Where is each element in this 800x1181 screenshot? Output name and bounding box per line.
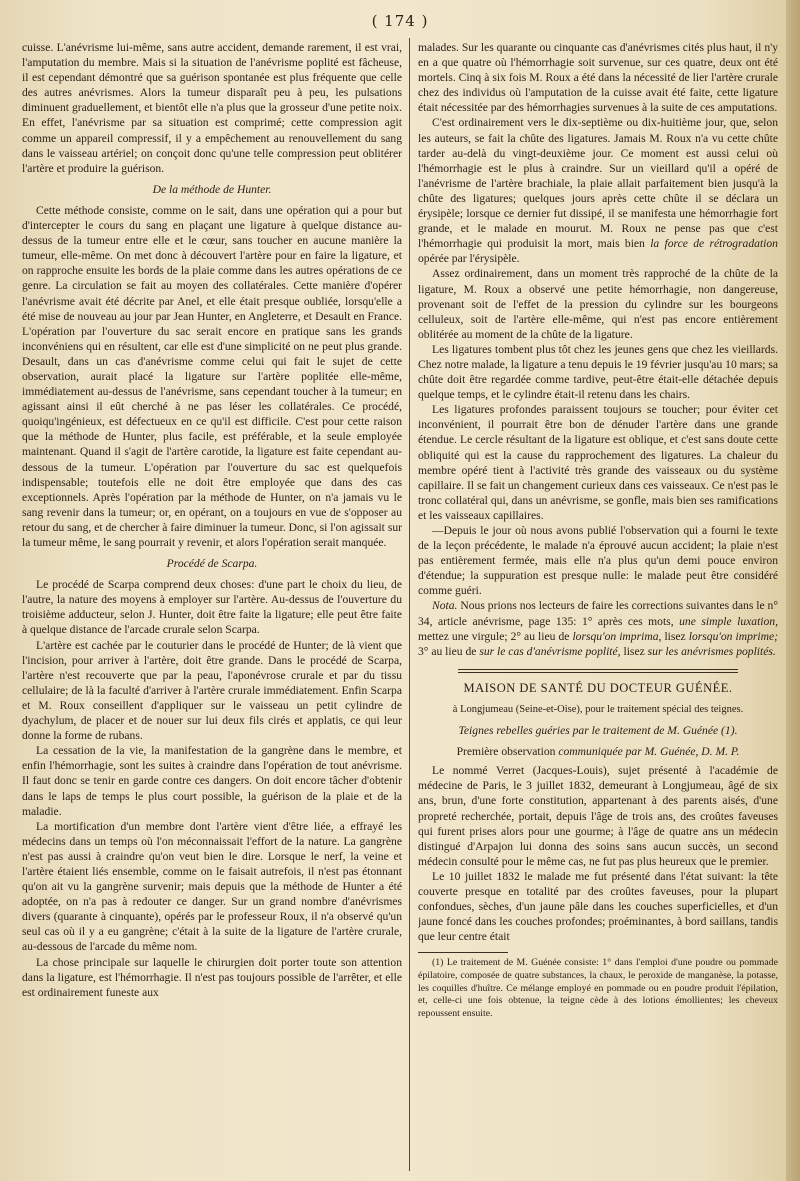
text: lisez <box>623 644 645 658</box>
maison-subtitle: à Longjumeau (Seine-et-Oise), pour le traitement spécial des teignes. <box>452 703 744 715</box>
paragraph: Le 10 juillet 1832 le malade me fut présenté dans l'état suivant: la tête couverte presque en totalité par des croûtes faveuses, pour la plupart confondues, sèches, d'un jaune pâle dans les couches superficielles, et d'un jaune foncé dans les couches profondes; proéminantes, à bord saillans, tandis que leur centre était <box>418 869 778 944</box>
paragraph: malades. Sur les quarante ou cinquante cas d'anévrismes cités plus haut, il n'y en a que quatre où l'hémorrhagie soit survenue, sur ces quatre, deux ont été mortels. Cinq à six fois M. Roux a été dans la nécessité de lier l'artère crurale chez des individus où l'amputation de la cuisse avait été faite, cette ligature était nécessitée par des hémorrhagies survenues à la suite de ces amputations. <box>418 41 778 115</box>
page-number: ( 174 ) <box>371 12 429 30</box>
paragraph: La chose principale sur laquelle le chirurgien doit porter toute son attention dans la ligature, est l'hémorrhagie. Il n'est pas toujours possible de l'arrêter, et elle est ordinairement funeste aux <box>22 955 402 999</box>
emphasis: communiquée par M. Guénée, D. M. P. <box>558 745 740 759</box>
paragraph: Cette méthode consiste, comme on le sait, dans une opération qui a pour but d'intercepter le cours du sang en plaçant une ligature à quelque distance au-dessus de la tumeur entre elle et le cœur, sans toucher en aucune manière la tumeur, elle-même. On met donc à découvert l'artère pour en faire la ligature, et on rapproche ensuite les bords de la plaie comme dans les autres opérations de ce genre. La circulation se fait au moyen des collatérales. Cette manière d'opérer l'anévrisme avait été décrite par Anel, et elle était presque oubliée, lorsqu'elle a été mise de nouveau au jour par Jean Hunter, en Angleterre, et Desault en France. L'opération par l'ouverture du sac serait encore en pratique sans les grands inconvéniens qui en résultent, car elle est d'une simplicité on ne peut plus grande. Desault, dans un cas d'anévrisme comme celui qui fait le sujet de cette observation, aurait placé la ligature sur l'artère poplitée elle-même, immédiatement au-dessus de l'anévrisme, sans cependant toucher à la tumeur; en agissant ainsi il eût cherché à ne pas léser les collatérales. Ce procédé, quoiqu'ingénieux, est défectueux en ce qu'il est difficile. C'est pour cette raison que la méthode de Hunter, plus facile, est préférable, et la seule employée maintenant. Quand il s'agit de l'artère carotide, la ligature est faite cependant au-dessous de la tumeur. L'opération par l'ouverture du sac est quelquefois indispensable; toutefois elle ne doit être employée que dans des cas exceptionnels. Après l'opération par la méthode de Hunter, on n'a jamais vu le sang revenir dans la tumeur; or, en opérant, on a toujours en vue de s'opposer au retour du sang, et de chercher à faire diminuer la tumeur. Donc, si l'on agissait sur la tumeur même, le sang pourrait y revenir, et alors l'opération serait manquée. <box>22 203 402 549</box>
paragraph <box>418 115 778 266</box>
paragraph: Les ligatures tombent plus tôt chez les jeunes gens que chez les vieillards. Chez notre malade, la ligature a tenu depuis le 19 février jusqu'au 10 mars; sa chûte doit être regardée comme tardive, peut-être était-elle détachée depuis quelque temps, et le cylindre était-il retenu dans les chairs. <box>418 342 778 402</box>
paragraph: Le procédé de Scarpa comprend deux choses: d'une part le choix du lieu, de l'autre, la nature des moyens à employer sur l'artère. Au-dessus de l'ouverture du troisième adducteur, selon J. Hunter, doit être faite la ligature; elle peut être faite à quelque distance de l'arcade crurale selon Scarpa. <box>22 578 402 637</box>
teignes-title <box>418 723 778 738</box>
paragraph: Les ligatures profondes paraissent toujours se toucher; pour éviter cet inconvénient, il pourrait être bon de dénuder l'artère dans une grande étendue. Le cercle résultant de la ligature est oblique, et c'est sans doute cette obliquité qui est la cause du rapprochement des ligatures. La chaleur du membre opéré tient à l'activité très grande des vaisseaux ou du système capillaire. Il se fait un changement curieux dans ces vaisseaux. Ce n'est pas le tronc collatéral qui, dans un anévrisme, se gonfle, mais bien ses ramifications et les vaisseaux capillaires. <box>418 403 778 522</box>
paragraph: —Depuis le jour où nous avons publié l'observation qui a fourni le texte de la leçon précédente, le malade n'a éprouvé aucun accident; la plaie n'est pas entièrement fermée, mais elle n'a plus qu'un demi pouce environ d'étendue; la suppuration est presque nulle: le malade peut être considéré comme guéri. <box>418 524 778 598</box>
right-column <box>418 40 778 1173</box>
emphasis: lorsqu'on imprima, <box>572 629 662 643</box>
page-edge <box>786 0 800 1181</box>
nota-paragraph <box>418 598 778 658</box>
paragraph: cuisse. L'anévrisme lui-même, sans autre accident, demande rarement, il est vrai, l'amputation du membre. Mais si la situation de l'anévrisme poplité est fâcheuse, il est cependant démontré que sa guérison spontanée est plus fréquente que celle des autres anévrismes. Alors la tumeur disparaît peu à peu, les pulsations diminuent graduellement, et bientôt elle n'a plus que la grosseur d'une petite noix. En effet, l'anévrisme par sa situation est comprimé; cette compression agit comme un appareil compressif, il y a empêchement au renouvellement du sang dans le vaisseau artériel; on conçoit donc qu'une telle compression peut oblitérer l'artère et produire la guérison. <box>22 41 402 175</box>
text: opérée par l'érysipèle. <box>418 252 520 266</box>
text: mettez une virgule; 2° au lieu de <box>418 629 570 643</box>
observation-title <box>418 744 778 759</box>
emphasis: la force de rétrogradation <box>650 237 778 251</box>
column-divider <box>409 38 410 1171</box>
nota-label: Nota. <box>432 599 458 613</box>
maison-title: MAISON DE SANTÉ DU DOCTEUR GUÉNÉE. <box>463 680 733 695</box>
footnote: (1) Le traitement de M. Guénée consiste: 1° dans l'emploi d'une poudre ou pommade épilatoire, composée de quatre substances, la chaux, le peroxide de manganèse, la potasse, les coquilles d'huître. Ce mélange employé en pommade ou en poudre produit l'épilation, et, celle-ci une fois obtenue, la teigne cède à des lotions émollientes; les cheveux repoussent ensuite. <box>418 957 778 1019</box>
text: 3° au lieu de <box>418 644 477 658</box>
emphasis: Teignes rebelles guéries par le traitement de M. Guénée (1). <box>458 724 738 738</box>
text: lisez <box>664 629 686 643</box>
paragraph: La cessation de la vie, la manifestation de la gangrène dans le membre, et enfin l'hémorrhagie, sont les suites à craindre dans l'opération de tout anévrisme. Il faut donc se tenir en garde contre ces dangers. On doit encore tâcher d'obtenir dans le laps de temps le plus court possible, la guérison de la plaie et de la maladie. <box>22 744 402 818</box>
text: C'est ordinairement vers le dix-septième ou dix-huitième jour, que, selon les auteurs, se fait la chûte des ligatures. Jamais M. Roux n'a vu cette chûte tarder au-delà du vingt-deuxième jour. Ce moment est aussi celui où l'hémorrhagie est le plus à craindre. Sur un vieillard qu'il a opéré de l'anévrisme de l'artère brachiale, la plaie allait parfaitement bien jusqu'à la chûte des ligatures; quelques jours après cette chûte il se déclara un érysipèle; lorsque ce dernier fut dissipé, il se manifesta une hémorrhagie fort grande, et le malade en mourut. M. Roux ne pense pas que c'est l'hémorrhagie qui produisit la mort, mais bien <box>418 116 778 251</box>
paragraph: Le nommé Verret (Jacques-Louis), sujet présenté à l'académie de médecine de Paris, le 3 juillet 1832, demeurant à Longjumeau, âgé de six ans, brun, d'une forte constitution, appartenant à des parents aisés, d'une propreté recherchée, portait, depuis l'âge de trois ans, des croûtes faveuses qui furent prises alors pour une gourme; à l'âge de quatre ans un médecin distingué d'Arpajon lui donna des soins sans aucun succès, un second médecin consulté pour le même cas, ne fut pas plus heureux que le premier. <box>418 764 778 868</box>
emphasis: sur les anévrismes poplités. <box>647 644 776 658</box>
paragraph: L'artère est cachée par le couturier dans le procédé de Hunter; de là vient que l'incision, pour arriver à l'artère, doit être grande. Dans le procédé de Scarpa, l'artère n'est recouverte que par la peau, l'aponévrose crurale et par du tissu cellulaire; de là la faculté d'arriver à l'artère crurale immédiatement. Enfin Scarpa et M. Roux conseillent d'appliquer sur le vaisseau un petit cylindre de dyachylum, de placer et de nouer sur lui deux fils cirés et applatis, ce qui leur donne la forme de rubans. <box>22 638 402 743</box>
paragraph: Assez ordinairement, dans un moment très rapproché de la chûte de la ligature, M. Roux a observé une petite hémorrhagie, non dangereuse, provenant soit de l'effet de la pression du cylindre sur les bourgeons celluleux, soit de l'artère elle-même, qui n'est pas encore entièrement oblitérée au moment de la chûte de la ligature. <box>418 267 778 341</box>
left-column <box>22 40 402 1173</box>
emphasis: lorsqu'on imprime; <box>688 629 778 643</box>
text: Nous prions nos lecteurs de faire les corrections suivantes dans le n° 34, article anévrisme, page 135: 1° après ces mots, <box>418 599 778 628</box>
paragraph: La mortification d'un membre dont l'artère vient d'être liée, a effrayé les médecins dans un temps où l'on méconnaissait l'effort de la nature. La gangrène n'est pas aussi à craindre qu'on veut bien le dire. Lorsque le nerf, la veine et l'artère étaient liés ensemble, comme on le faisait autrefois, il n'est pas étonnant qu'on ait vu la gangrène survenir; mais depuis que la méthode de Hunter a été adoptée, on n'a pas à redouter ce danger. Sur un grand nombre d'anévrismes divers (quarante à cinquante), opérés par le professeur Roux, il n'a observé qu'un seul cas où il y a eu gangrène; c'était à la suite de la ligature de l'artère crurale, au-dessous de l'arcade du même nom. <box>22 819 402 954</box>
emphasis: sur le cas d'anévrisme poplité, <box>479 644 621 658</box>
section-divider <box>458 669 738 673</box>
footnote-rule <box>418 952 508 953</box>
emphasis: une simple luxation, <box>679 614 778 628</box>
section-title-scarpa: Procédé de Scarpa. <box>166 557 258 571</box>
text: Première observation <box>456 745 556 759</box>
section-title-hunter: De la méthode de Hunter. <box>152 182 272 196</box>
